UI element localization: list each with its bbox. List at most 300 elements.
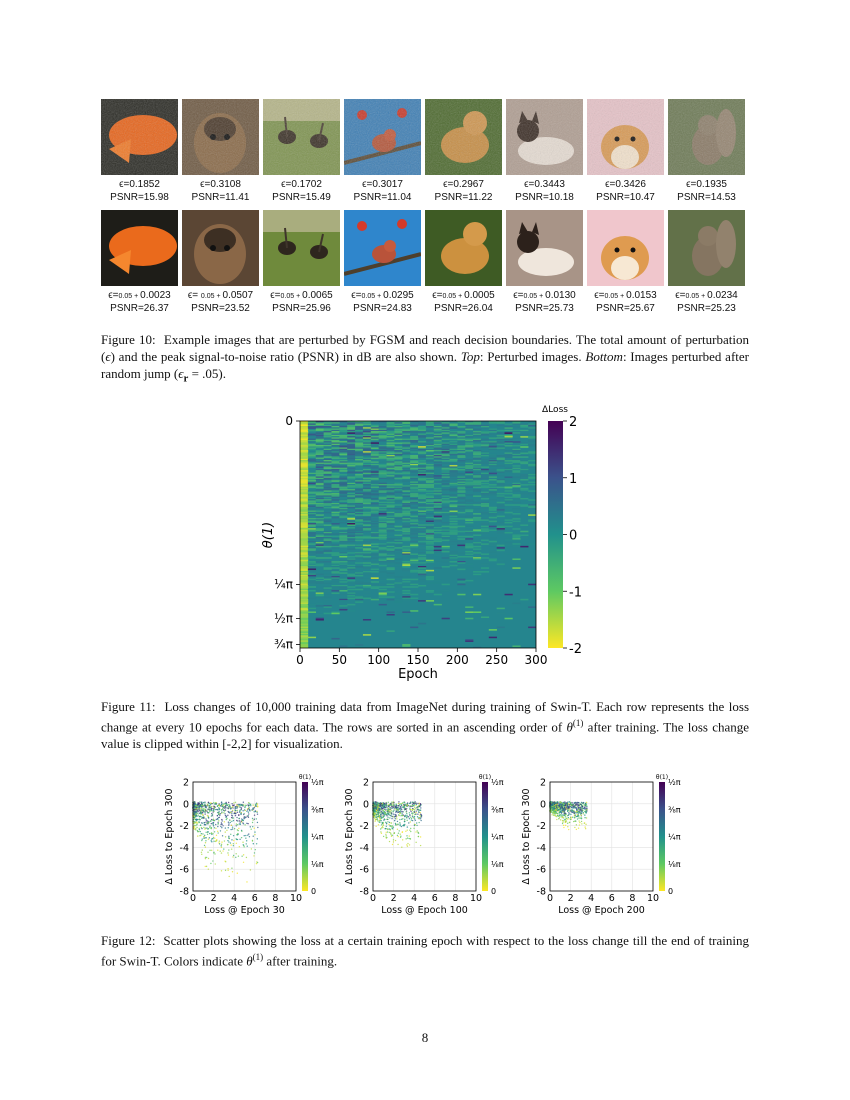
scatter-point	[233, 840, 234, 841]
heatmap-cell	[316, 514, 324, 516]
scatter-point	[376, 812, 377, 813]
scatter-point	[215, 863, 216, 864]
heatmap-cell	[347, 552, 355, 554]
heatmap-cell	[402, 490, 410, 492]
scatter-point	[389, 805, 390, 806]
heatmap-cell	[520, 426, 528, 428]
heatmap-cell	[473, 440, 481, 442]
scatter-point	[407, 846, 408, 847]
heatmap-cell	[355, 514, 363, 516]
y-axis-label: θ(1)	[261, 521, 276, 549]
scatter-point	[377, 804, 378, 805]
heatmap-cell	[339, 581, 347, 583]
heatmap-cell	[379, 604, 387, 606]
scatter-point	[421, 815, 422, 816]
heatmap-cell	[426, 522, 434, 524]
scatter-point	[239, 839, 240, 840]
heatmap-cell	[520, 439, 528, 441]
scatter-point	[232, 856, 233, 857]
scatter-point	[233, 835, 234, 836]
heatmap-cell	[347, 556, 355, 558]
scatter-point	[418, 811, 419, 812]
scatter-point	[402, 811, 403, 812]
scatter-point	[410, 803, 411, 804]
heatmap-cell	[316, 538, 324, 540]
scatter-point	[213, 825, 214, 826]
heatmap-cell	[387, 523, 395, 525]
scatter-point	[237, 873, 238, 874]
heatmap-cell	[449, 478, 457, 480]
heatmap-cell	[465, 640, 473, 642]
heatmap-cell	[465, 618, 473, 620]
heatmap-cell	[394, 565, 402, 567]
scatter-point	[248, 815, 249, 816]
scatter-point	[242, 842, 243, 843]
scatter-point	[396, 807, 397, 808]
scatter-point	[223, 848, 224, 849]
scatter-point	[583, 813, 584, 814]
heatmap-cell	[316, 479, 324, 481]
heatmap-cell	[442, 463, 450, 465]
scatter-point	[231, 848, 232, 849]
scatter-point	[246, 843, 247, 844]
scatter-point	[201, 806, 202, 807]
heatmap-cell	[457, 508, 465, 510]
colorbar-tick-label: 0	[569, 528, 578, 544]
heatmap-cell	[497, 505, 505, 507]
scatter-point	[208, 807, 209, 808]
scatter-point	[241, 818, 242, 819]
heatmap-cell	[434, 444, 442, 446]
heatmap-cell	[402, 561, 410, 563]
heatmap-cell	[355, 601, 363, 603]
heatmap-cell	[465, 479, 473, 481]
heatmap-cell	[316, 603, 324, 605]
scatter-point	[223, 810, 224, 811]
heatmap-cell	[308, 586, 316, 588]
scatter-panel	[164, 774, 324, 916]
heatmap-cell	[528, 543, 536, 545]
scatter-point	[209, 833, 210, 834]
heatmap-cell	[426, 579, 434, 581]
heatmap-cell	[410, 447, 418, 449]
heatmap-cell	[418, 555, 426, 557]
heatmap-cell	[457, 584, 465, 586]
heatmap-cell	[481, 513, 489, 515]
scatter-point	[215, 809, 216, 810]
scatter-point	[396, 818, 397, 819]
heatmap-cell	[371, 551, 379, 553]
psnr-label: PSNR=24.83	[353, 303, 412, 314]
heatmap-cell	[308, 611, 316, 613]
heatmap-cell	[379, 586, 387, 588]
heatmap-cell	[497, 487, 505, 489]
scatter-point	[213, 802, 214, 803]
scatter-point	[383, 810, 384, 811]
scatter-point	[236, 817, 237, 818]
heatmap-cell	[363, 522, 371, 524]
heatmap-cell	[355, 440, 363, 442]
scatter-point	[411, 819, 412, 820]
scatter-point	[386, 826, 387, 827]
scatter-point	[212, 815, 213, 816]
heatmap-cell	[512, 508, 520, 510]
heatmap-cell	[505, 442, 513, 444]
heatmap-cell	[497, 432, 505, 434]
heatmap-cell	[402, 556, 410, 558]
heatmap-cell	[449, 500, 457, 502]
scatter-point	[208, 817, 209, 818]
scatter-point	[215, 824, 216, 825]
scatter-point	[416, 804, 417, 805]
scatter-point	[253, 836, 254, 837]
heatmap-cell	[331, 458, 339, 460]
scatter-point	[222, 806, 223, 807]
heatmap-cell	[520, 535, 528, 537]
scatter-point	[205, 842, 206, 843]
scatter-point	[415, 842, 416, 843]
scatter-point	[406, 815, 407, 816]
heatmap-cell	[512, 424, 520, 426]
scatter-point	[377, 802, 378, 803]
heatmap-cell	[331, 581, 339, 583]
heatmap-cell	[528, 454, 536, 456]
scatter-point	[207, 815, 208, 816]
scatter-point	[205, 846, 206, 847]
x-axis-label: Loss @ Epoch 100	[381, 905, 468, 916]
heatmap-cell	[387, 536, 395, 538]
scatter-point	[417, 814, 418, 815]
heatmap-cell	[355, 456, 363, 458]
cat-image	[506, 210, 583, 286]
heatmap-cell	[426, 600, 434, 602]
scatter-point	[415, 831, 416, 832]
heatmap-cell	[465, 606, 473, 608]
heatmap-cell	[355, 435, 363, 437]
heatmap-cell	[363, 582, 371, 584]
scatter-point	[377, 809, 378, 810]
scatter-point	[217, 831, 218, 832]
heatmap-cell	[481, 537, 489, 539]
heatmap-cell	[410, 537, 418, 539]
scatter-point	[416, 810, 417, 811]
heatmap-cell	[308, 466, 316, 468]
heatmap-cell	[489, 526, 497, 528]
epsilon-label: ϵ=0.05 + 0.0234	[675, 290, 738, 301]
heatmap-cell	[449, 518, 457, 520]
scatter-point	[219, 843, 220, 844]
scatter-point	[384, 828, 385, 829]
heatmap-cell	[331, 470, 339, 472]
scatter-point	[244, 809, 245, 810]
x-tick-label: 50	[331, 653, 347, 667]
heatmap-cell	[520, 484, 528, 486]
heatmap-cell	[473, 493, 481, 495]
heatmap-cell	[512, 465, 520, 467]
epsilon-label: ϵ=0.05 + 0.0295	[351, 290, 414, 301]
scatter-point	[231, 825, 232, 826]
heatmap-cell	[457, 536, 465, 538]
heatmap-cell	[394, 542, 402, 544]
heatmap-cell	[449, 558, 457, 560]
scatter-point	[405, 831, 406, 832]
heatmap-cell	[465, 476, 473, 478]
heatmap-cell	[418, 567, 426, 569]
scatter-point	[231, 821, 232, 822]
heatmap-cell	[505, 594, 513, 596]
scatter-point	[398, 805, 399, 806]
scatter-point	[214, 827, 215, 828]
heatmap-cell	[347, 580, 355, 582]
scatter-point	[409, 844, 410, 845]
heatmap-cell	[465, 500, 473, 502]
heatmap-cell	[363, 454, 371, 456]
heatmap-cell	[308, 495, 316, 497]
heatmap-cell	[363, 558, 371, 560]
scatter-point	[380, 802, 381, 803]
heatmap-cell	[339, 605, 347, 607]
scatter-point	[390, 809, 391, 810]
heatmap-cell	[331, 507, 339, 509]
heatmap-cell	[355, 521, 363, 523]
scatter-point	[393, 810, 394, 811]
heatmap-cell	[402, 450, 410, 452]
scatter-point	[198, 808, 199, 809]
scatter-point	[247, 834, 248, 835]
psnr-label: PSNR=25.23	[677, 303, 736, 314]
heatmap-cell	[473, 435, 481, 437]
scatter-point	[232, 807, 233, 808]
heatmap-cell	[497, 532, 505, 534]
heatmap-cell	[426, 464, 434, 466]
heatmap-cell	[379, 538, 387, 540]
scatter-point	[241, 837, 242, 838]
heatmap-cell	[331, 521, 339, 523]
scatter-point	[232, 871, 233, 872]
scatter-point	[253, 843, 254, 844]
heatmap-cell	[465, 459, 473, 461]
scatter-point	[238, 805, 239, 806]
scatter-point	[216, 839, 217, 840]
heatmap-cell	[497, 547, 505, 549]
scatter-point	[395, 824, 396, 825]
scatter-point	[568, 829, 569, 830]
scatter-point	[228, 825, 229, 826]
heatmap-cell	[379, 565, 387, 567]
scatter-point	[257, 822, 258, 823]
scatter-point	[394, 814, 395, 815]
heatmap-cell	[324, 456, 332, 458]
scatter-point	[386, 809, 387, 810]
scatter-point	[197, 811, 198, 812]
scatter-point	[393, 827, 394, 828]
scatter-point	[397, 836, 398, 837]
scatter-point	[218, 804, 219, 805]
scatter-point	[386, 832, 387, 833]
heatmap-cell	[520, 489, 528, 491]
heatmap-cell	[394, 562, 402, 564]
heatmap-cell	[465, 450, 473, 452]
scatter-point	[239, 823, 240, 824]
scatter-point	[198, 807, 199, 808]
x-tick-label: 10	[289, 893, 303, 904]
heatmap-cell	[324, 463, 332, 465]
heatmap-cell	[394, 550, 402, 552]
scatter-point	[221, 844, 222, 845]
heatmap-cell	[426, 513, 434, 515]
scatter-point	[228, 838, 229, 839]
x-tick-label: 200	[445, 653, 469, 667]
scatter-point	[409, 835, 410, 836]
scatter-point	[384, 819, 385, 820]
heatmap-cell	[410, 535, 418, 537]
heatmap-cell	[465, 551, 473, 553]
heatmap-cell	[473, 535, 481, 537]
scatter-point	[236, 804, 237, 805]
heatmap-cell	[449, 427, 457, 429]
scatter-point	[404, 804, 405, 805]
scatter-point	[195, 815, 196, 816]
heatmap-cell	[505, 512, 513, 514]
heatmap-cell	[379, 507, 387, 509]
scatter-point	[202, 804, 203, 805]
scatter-point	[252, 808, 253, 809]
heatmap-cell	[473, 571, 481, 573]
heatmap-cell	[316, 459, 324, 461]
scatter-point	[220, 845, 221, 846]
heatmap-cell	[489, 545, 497, 547]
heatmap-cell	[497, 427, 505, 429]
heatmap-cell	[347, 432, 355, 434]
scatter-point	[243, 854, 244, 855]
heatmap-cell	[449, 492, 457, 494]
scatter-point	[412, 812, 413, 813]
scatter-point	[404, 824, 405, 825]
scatter-point	[215, 803, 216, 804]
scatter-point	[255, 803, 256, 804]
heatmap-cell	[371, 537, 379, 539]
scatter-point	[406, 817, 407, 818]
heatmap-cell	[394, 440, 402, 442]
scatter-point	[384, 815, 385, 816]
scatter-point	[204, 802, 205, 803]
scatter-point	[239, 805, 240, 806]
colorbar	[548, 421, 563, 648]
scatter-point	[239, 807, 240, 808]
heatmap-cell	[418, 507, 426, 509]
heatmap-cell	[512, 445, 520, 447]
heatmap-cell	[465, 548, 473, 550]
x-tick-label: 4	[411, 893, 418, 904]
scatter-point	[221, 827, 222, 828]
heatmap-cell	[512, 437, 520, 439]
heatmap-cell	[489, 465, 497, 467]
scatter-point	[250, 869, 251, 870]
scatter-point	[207, 834, 208, 835]
scatter-point	[392, 816, 393, 817]
heatmap-cell	[481, 540, 489, 542]
heatmap-cell	[481, 470, 489, 472]
heatmap-cell	[410, 524, 418, 526]
heatmap-cell	[473, 611, 481, 613]
heatmap-cell	[512, 528, 520, 530]
scatter-point	[224, 806, 225, 807]
scatter-point	[410, 821, 411, 822]
epsilon-label: ϵ=0.3426	[605, 179, 646, 190]
scatter-point	[387, 829, 388, 830]
heatmap-cell	[308, 538, 316, 540]
colorbar-label: ΔLoss	[542, 405, 568, 415]
x-tick-label: 0	[189, 893, 197, 904]
heatmap-cell	[394, 547, 402, 549]
heatmap-cell	[434, 430, 442, 432]
scatter-point	[413, 803, 414, 804]
heatmap-cell	[489, 484, 497, 486]
heatmap-cell	[363, 432, 371, 434]
scatter-point	[416, 807, 417, 808]
scatter-point	[238, 814, 239, 815]
scatter-point	[401, 813, 402, 814]
heatmap-cell	[418, 460, 426, 462]
heatmap-cell	[371, 546, 379, 548]
y-tick-label: 0	[362, 799, 369, 811]
scatter-point	[199, 813, 200, 814]
heatmap-cell	[324, 422, 332, 424]
scatter-point	[408, 805, 409, 806]
heatmap-cell	[449, 543, 457, 545]
heatmap-cell	[434, 521, 442, 523]
scatter-point	[387, 831, 388, 832]
scatter-point	[578, 817, 579, 818]
scatter-point	[382, 827, 383, 828]
heatmap-cell	[434, 594, 442, 596]
heatmap-cell	[355, 547, 363, 549]
scatter-point	[205, 832, 206, 833]
scatter-point	[381, 807, 382, 808]
scatter-point	[383, 809, 384, 810]
scatter-point	[218, 812, 219, 813]
scatter-point	[208, 868, 209, 869]
scatter-point	[257, 838, 258, 839]
y-tick-label: -8	[179, 886, 189, 898]
x-tick-label: 300	[524, 653, 548, 667]
scatter-point	[248, 817, 249, 818]
x-axis-label: Loss @ Epoch 30	[204, 905, 285, 916]
heatmap-cell	[457, 451, 465, 453]
scatter-point	[417, 809, 418, 810]
colorbar-tick-label: 2	[569, 415, 578, 430]
scatter-point	[246, 823, 247, 824]
heatmap-cell	[457, 528, 465, 530]
heatmap-cell	[324, 524, 332, 526]
heatmap-cell	[331, 556, 339, 558]
scatter-point	[233, 855, 234, 856]
heatmap-cell	[324, 504, 332, 506]
scatter-point	[407, 820, 408, 821]
scatter-point	[216, 835, 217, 836]
heatmap-cell	[394, 553, 402, 555]
heatmap-cell	[308, 474, 316, 476]
hamster-image	[587, 210, 664, 286]
scatter-point	[225, 831, 226, 832]
scatter-point	[238, 828, 239, 829]
heatmap-cell	[379, 518, 387, 520]
heatmap-cell	[331, 586, 339, 588]
scatter-point	[414, 809, 415, 810]
scatter-point	[576, 829, 577, 830]
heatmap-cell	[457, 526, 465, 528]
scatter-point	[414, 801, 415, 802]
